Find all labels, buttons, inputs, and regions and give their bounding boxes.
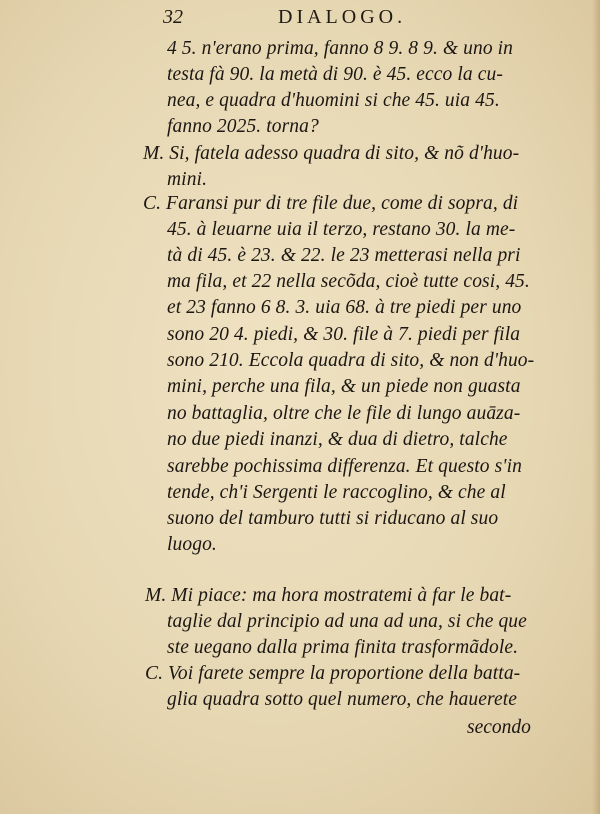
text-line: glia quadra sotto quel numero, che hauerete bbox=[167, 689, 518, 710]
speaker-line: C. Faransi pur di tre file due, come di sopra, di bbox=[143, 193, 519, 214]
text-line: et 23 fanno 6 8. 3. uia 68. à tre piedi per uno bbox=[167, 297, 522, 318]
text-line: tà di 45. è 23. & 22. le 23 metterasi nella pri bbox=[167, 245, 521, 266]
speaker-line: M. Mi piace: ma hora mostratemi à far le bat- bbox=[145, 585, 512, 606]
text-line: no due piedi inanzi, & dua di dietro, talche bbox=[167, 429, 508, 450]
catchword: secondo bbox=[467, 717, 531, 738]
text-line: luogo. bbox=[167, 534, 217, 555]
text-line: tende, ch'i Sergenti le raccoglino, & che al bbox=[167, 482, 506, 503]
text-line: ste uegano dalla prima finita trasformãdole. bbox=[167, 637, 519, 658]
speaker-line: C. Voi farete sempre la proportione della batta- bbox=[145, 663, 521, 684]
text-line: mini. bbox=[167, 169, 208, 190]
speaker-line: M. Si, fatela adesso quadra di sito, & nõ d'huo- bbox=[143, 143, 520, 164]
page-number: 32 bbox=[163, 6, 183, 28]
text-line: sarebbe pochissima differenza. Et questo s'in bbox=[167, 456, 522, 477]
text-line: testa fà 90. la metà di 90. è 45. ecco la cu- bbox=[167, 64, 503, 85]
text-line: suono del tamburo tutti si riducano al suo bbox=[167, 508, 499, 529]
text-line: sono 210. Eccola quadra di sito, & non d'huo- bbox=[167, 350, 535, 371]
text-line: 4 5. n'erano prima, fanno 8 9. 8 9. & uno in bbox=[167, 38, 514, 59]
text-line: nea, e quadra d'huomini si che 45. uia 45. bbox=[167, 90, 500, 111]
text-line: no battaglia, oltre che le file di lungo auāza- bbox=[167, 403, 521, 424]
text-line: taglie dal principio ad una ad una, si che que bbox=[167, 611, 527, 632]
text-line: 45. à leuarne uia il terzo, restano 30. la me- bbox=[167, 219, 516, 240]
text-line: sono 20 4. piedi, & 30. file à 7. piedi per fila bbox=[167, 324, 521, 345]
text-line: fanno 2025. torna? bbox=[167, 116, 319, 137]
text-line: mini, perche una fila, & un piede non guasta bbox=[167, 376, 521, 397]
text-line: ma fila, et 22 nella secõda, cioè tutte cosi, 45. bbox=[167, 271, 530, 292]
running-title: DIALOGO. bbox=[278, 6, 407, 28]
